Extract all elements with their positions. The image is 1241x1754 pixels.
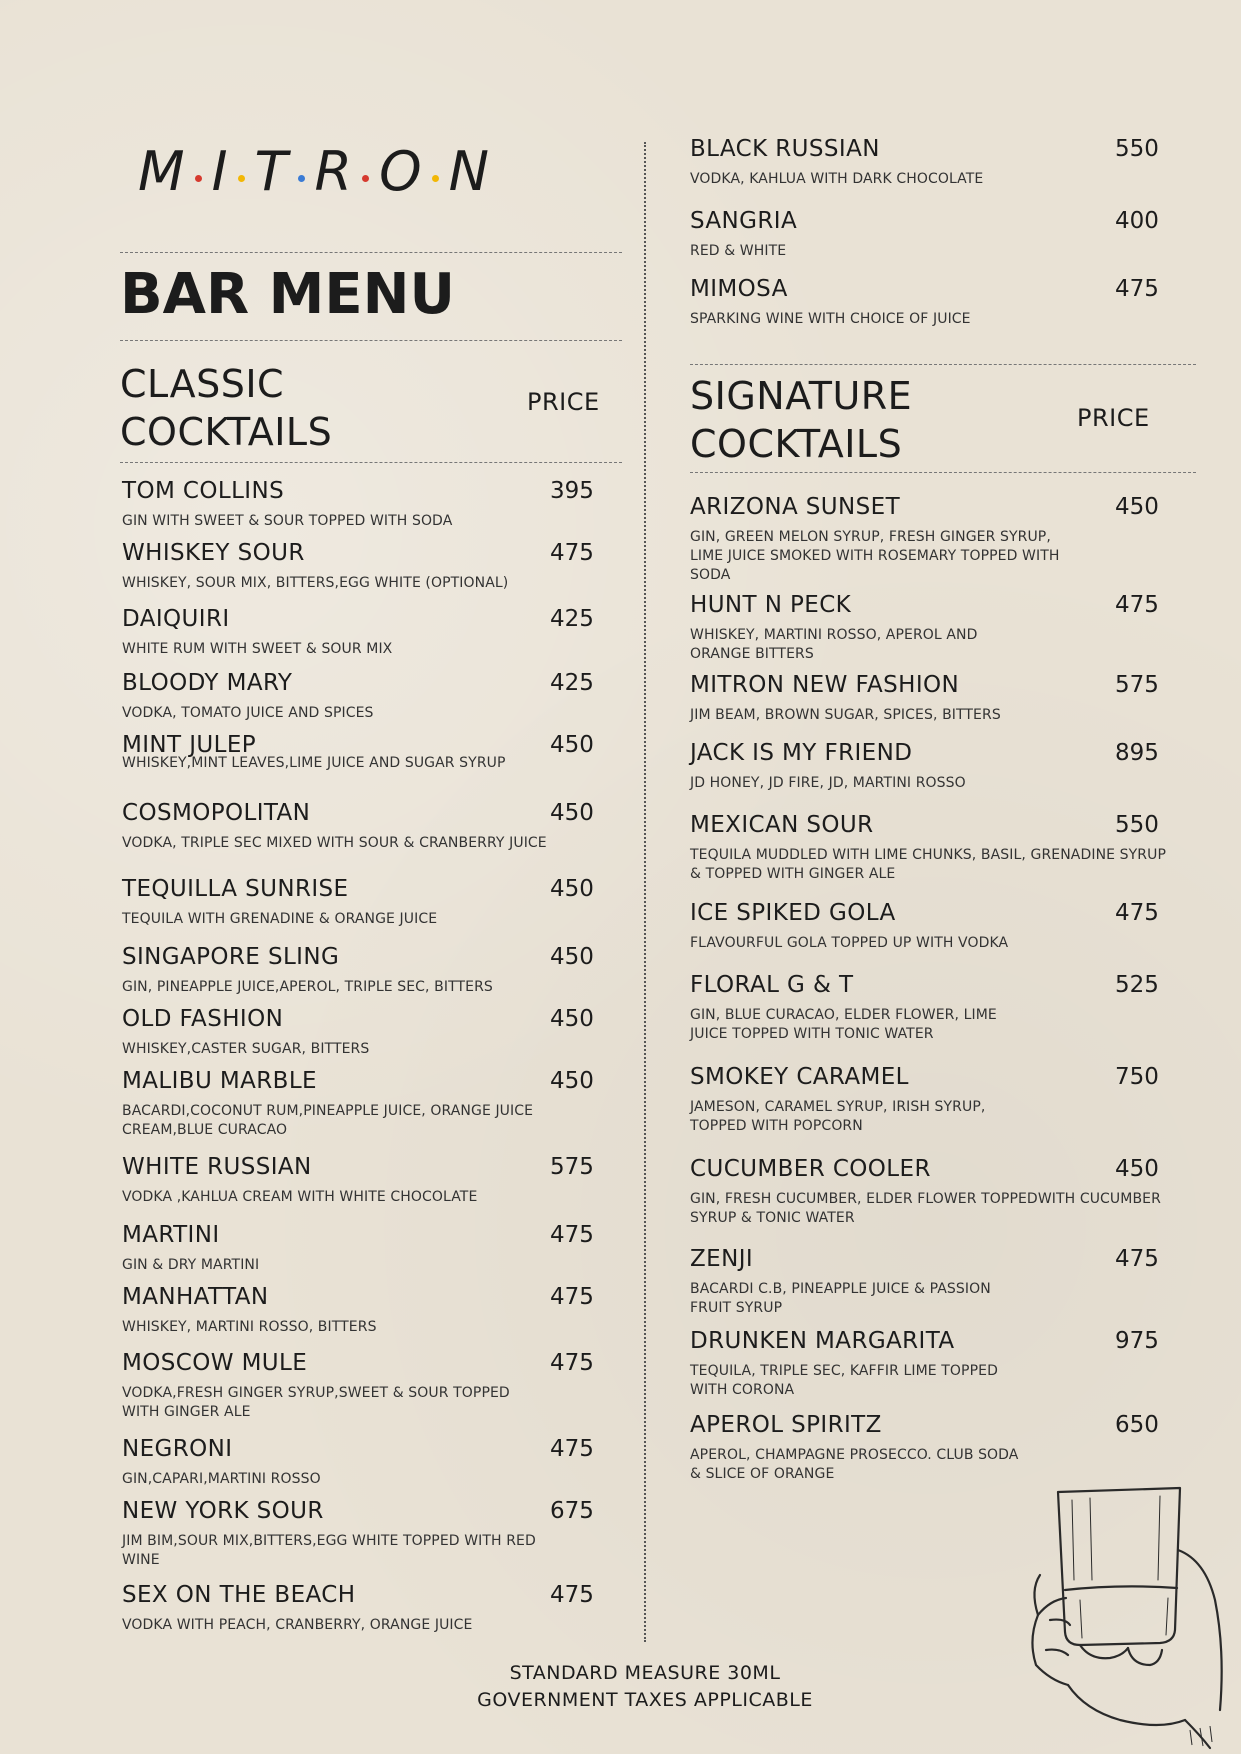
item-price: 975	[1115, 1328, 1159, 1354]
item-description: GIN, GREEN MELON SYRUP, FRESH GINGER SYRUP, LIME JUICE SMOKED WITH ROSEMARY TOPPED WITH SODA	[690, 529, 1060, 583]
item-description: VODKA ,KAHLUA CREAM WITH WHITE CHOCOLATE	[122, 1189, 478, 1205]
item-description: VODKA, KAHLUA WITH DARK CHOCOLATE	[690, 171, 984, 187]
item-description: WHITE RUM WITH SWEET & SOUR MIX	[122, 641, 393, 657]
item-name: BLACK RUSSIAN	[690, 136, 880, 162]
item-price: 475	[1115, 1246, 1159, 1272]
item-name: TOM COLLINS	[122, 478, 285, 504]
item-description: FLAVOURFUL GOLA TOPPED UP WITH VODKA	[690, 935, 1009, 951]
item-name: DAIQUIRI	[122, 606, 230, 632]
item-description: WHISKEY, MARTINI ROSSO, APEROL AND ORANGE BITTERS	[690, 627, 978, 662]
item-name: MARTINI	[122, 1222, 220, 1248]
item-description: BACARDI,COCONUT RUM,PINEAPPLE JUICE, ORANGE JUICE CREAM,BLUE CURACAO	[122, 1103, 534, 1138]
item-name: COSMOPOLITAN	[122, 800, 311, 826]
item-name: WHITE RUSSIAN	[122, 1154, 312, 1180]
item-name: OLD FASHION	[122, 1006, 284, 1032]
item-description: WHISKEY,MINT LEAVES,LIME JUICE AND SUGAR SYRUP	[122, 755, 506, 771]
item-price: 475	[1115, 900, 1159, 926]
item-description: TEQUILA, TRIPLE SEC, KAFFIR LIME TOPPED WITH CORONA	[690, 1363, 998, 1398]
item-description: JD HONEY, JD FIRE, JD, MARTINI ROSSO	[690, 775, 966, 791]
item-price: 475	[1115, 276, 1159, 302]
signature-price-header: PRICE	[1077, 404, 1150, 432]
item-price: 450	[550, 1006, 594, 1032]
item-name: MOSCOW MULE	[122, 1350, 308, 1376]
divider	[120, 340, 622, 341]
item-description: JIM BEAM, BROWN SUGAR, SPICES, BITTERS	[690, 707, 1001, 723]
item-name: FLORAL G & T	[690, 972, 854, 998]
signature-section-title	[690, 372, 912, 468]
item-price: 650	[1115, 1412, 1159, 1438]
item-price: 475	[550, 1350, 594, 1376]
item-price: 675	[550, 1498, 594, 1524]
classic-section-title	[120, 360, 332, 456]
signature-title-line: SIGNATURE	[690, 374, 913, 418]
item-name: NEW YORK SOUR	[122, 1498, 324, 1524]
item-price: 450	[550, 944, 594, 970]
item-price: 475	[550, 1436, 594, 1462]
item-name: TEQUILLA SUNRISE	[122, 876, 349, 902]
logo-letter: O	[379, 140, 422, 203]
divider	[120, 462, 622, 463]
item-name: MEXICAN SOUR	[690, 812, 874, 838]
item-price: 475	[550, 1222, 594, 1248]
item-description: JAMESON, CARAMEL SYRUP, IRISH SYRUP, TOPPED WITH POPCORN	[690, 1099, 986, 1134]
logo-letter: N	[448, 140, 489, 203]
item-price: 475	[1115, 592, 1159, 618]
item-price: 475	[550, 540, 594, 566]
item-price: 475	[550, 1582, 594, 1608]
item-description: GIN, PINEAPPLE JUICE,APEROL, TRIPLE SEC, BITTERS	[122, 979, 493, 995]
divider	[120, 252, 622, 253]
column-divider	[644, 142, 646, 1642]
item-description: WHISKEY, MARTINI ROSSO, BITTERS	[122, 1319, 377, 1335]
item-price: 450	[550, 800, 594, 826]
divider	[690, 472, 1196, 473]
logo-letter: R	[314, 140, 353, 203]
item-description: GIN & DRY MARTINI	[122, 1257, 260, 1273]
item-name: CUCUMBER COOLER	[690, 1156, 931, 1182]
item-description: VODKA WITH PEACH, CRANBERRY, ORANGE JUICE	[122, 1617, 473, 1633]
item-name: NEGRONI	[122, 1436, 233, 1462]
item-description: GIN, FRESH CUCUMBER, ELDER FLOWER TOPPEDWITH CUCUMBER SYRUP & TONIC WATER	[690, 1191, 1161, 1226]
item-price: 425	[550, 670, 594, 696]
item-name: SEX ON THE BEACH	[122, 1582, 356, 1608]
item-price: 575	[1115, 672, 1159, 698]
item-price: 525	[1115, 972, 1159, 998]
item-price: 450	[550, 1068, 594, 1094]
item-price: 575	[550, 1154, 594, 1180]
item-description: RED & WHITE	[690, 243, 787, 259]
item-name: SMOKEY CARAMEL	[690, 1064, 909, 1090]
classic-title-line: CLASSIC	[120, 362, 285, 406]
item-name: MANHATTAN	[122, 1284, 269, 1310]
logo-letter: T	[254, 140, 288, 203]
item-name: SINGAPORE SLING	[122, 944, 340, 970]
item-name: MITRON NEW FASHION	[690, 672, 960, 698]
item-name: MALIBU MARBLE	[122, 1068, 317, 1094]
item-description: VODKA,FRESH GINGER SYRUP,SWEET & SOUR TOPPED WITH GINGER ALE	[122, 1385, 510, 1420]
item-description: GIN, BLUE CURACAO, ELDER FLOWER, LIME JUICE TOPPED WITH TONIC WATER	[690, 1007, 997, 1042]
logo-dot	[238, 175, 245, 182]
footer-measure: STANDARD MEASURE 30ML	[509, 1662, 781, 1684]
page-title: BAR MENU	[120, 262, 455, 327]
item-name: WHISKEY SOUR	[122, 540, 305, 566]
item-price: 750	[1115, 1064, 1159, 1090]
item-price: 895	[1115, 740, 1159, 766]
item-description: APEROL, CHAMPAGNE PROSECCO. CLUB SODA & SLICE OF ORANGE	[690, 1447, 1019, 1482]
item-price: 475	[550, 1284, 594, 1310]
item-name: APEROL SPIRITZ	[690, 1412, 882, 1438]
item-price: 550	[1115, 136, 1159, 162]
hand-holding-glass-icon	[1010, 1480, 1235, 1750]
item-description: JIM BIM,SOUR MIX,BITTERS,EGG WHITE TOPPED WITH RED WINE	[122, 1533, 536, 1568]
item-description: VODKA, TRIPLE SEC MIXED WITH SOUR & CRANBERRY JUICE	[122, 835, 547, 851]
item-description: GIN,CAPARI,MARTINI ROSSO	[122, 1471, 321, 1487]
logo-dot	[195, 175, 202, 182]
item-description: SPARKING WINE WITH CHOICE OF JUICE	[690, 311, 971, 327]
classic-price-header: PRICE	[527, 388, 600, 416]
mitron-logo	[138, 140, 489, 203]
logo-dot	[362, 175, 369, 182]
divider	[690, 364, 1196, 365]
item-description: WHISKEY,CASTER SUGAR, BITTERS	[122, 1041, 370, 1057]
item-description: WHISKEY, SOUR MIX, BITTERS,EGG WHITE (OPTIONAL)	[122, 575, 509, 591]
logo-letter: I	[211, 140, 228, 203]
item-description: TEQUILA MUDDLED WITH LIME CHUNKS, BASIL, GRENADINE SYRUP & TOPPED WITH GINGER ALE	[690, 847, 1167, 882]
item-name: SANGRIA	[690, 208, 798, 234]
item-name: ARIZONA SUNSET	[690, 494, 901, 520]
item-name: DRUNKEN MARGARITA	[690, 1328, 955, 1354]
item-name: JACK IS MY FRIEND	[690, 740, 913, 766]
item-price: 450	[550, 876, 594, 902]
item-name: ZENJI	[690, 1246, 754, 1272]
item-price: 450	[1115, 1156, 1159, 1182]
item-description: GIN WITH SWEET & SOUR TOPPED WITH SODA	[122, 513, 453, 529]
item-price: 395	[550, 478, 594, 504]
item-description: TEQUILA WITH GRENADINE & ORANGE JUICE	[122, 911, 438, 927]
item-price: 450	[550, 732, 594, 758]
classic-title-line: COCKTAILS	[120, 410, 333, 454]
item-name: MIMOSA	[690, 276, 788, 302]
item-price: 450	[1115, 494, 1159, 520]
item-price: 425	[550, 606, 594, 632]
logo-letter: M	[138, 140, 185, 203]
item-name: HUNT N PECK	[690, 592, 852, 618]
item-description: BACARDI C.B, PINEAPPLE JUICE & PASSION FRUIT SYRUP	[690, 1281, 991, 1316]
item-name: BLOODY MARY	[122, 670, 293, 696]
signature-title-line: COCKTAILS	[690, 422, 903, 466]
item-name: ICE SPIKED GOLA	[690, 900, 896, 926]
logo-dot	[298, 175, 305, 182]
item-price: 550	[1115, 812, 1159, 838]
item-price: 400	[1115, 208, 1159, 234]
logo-dot	[432, 175, 439, 182]
item-description: VODKA, TOMATO JUICE AND SPICES	[122, 705, 374, 721]
footer-taxes: GOVERNMENT TAXES APPLICABLE	[477, 1689, 813, 1711]
item-name: MINT JULEP	[122, 732, 257, 758]
